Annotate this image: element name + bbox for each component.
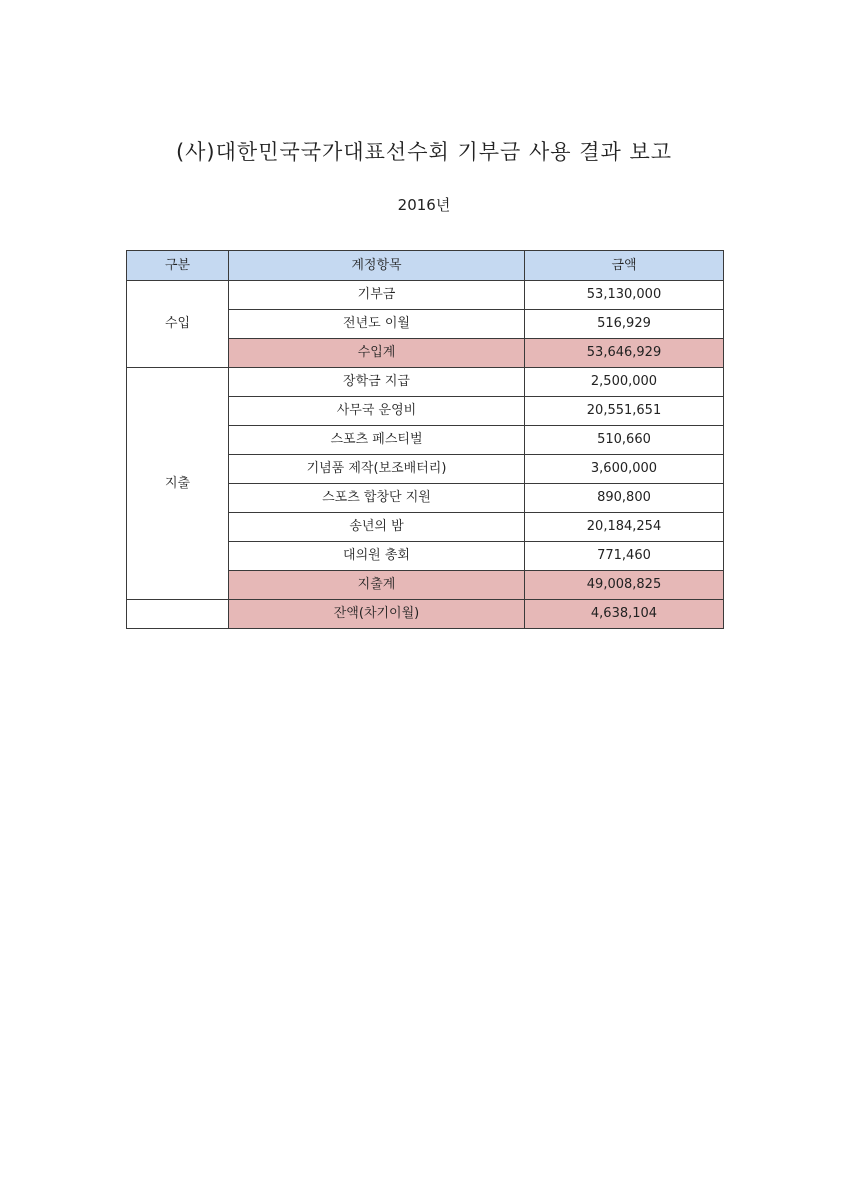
amount-cell: 53,646,929: [525, 339, 724, 368]
account-item-cell: 기념품 제작(보조배터리): [229, 455, 525, 484]
amount-cell: 771,460: [525, 542, 724, 571]
amount-cell: 516,929: [525, 310, 724, 339]
category-cell: 지출: [127, 368, 229, 600]
category-cell: 수입: [127, 281, 229, 368]
amount-cell: 4,638,104: [525, 600, 724, 629]
account-item-cell: 잔액(차기이월): [229, 600, 525, 629]
account-item-cell: 스포츠 페스티벌: [229, 426, 525, 455]
document-year: 2016년: [397, 196, 451, 214]
header-amount: 금액: [525, 251, 724, 281]
header-category: 구분: [127, 251, 229, 281]
amount-cell: 3,600,000: [525, 455, 724, 484]
table-body: [127, 281, 724, 629]
amount-cell: 2,500,000: [525, 368, 724, 397]
account-item-cell: 장학금 지급: [229, 368, 525, 397]
table-row: [127, 368, 724, 397]
account-item-cell: 사무국 운영비: [229, 397, 525, 426]
account-item-cell: 스포츠 합창단 지원: [229, 484, 525, 513]
account-item-cell: 기부금: [229, 281, 525, 310]
document-title: (사)대한민국국가대표선수회 기부금 사용 결과 보고: [175, 140, 673, 164]
amount-cell: 510,660: [525, 426, 724, 455]
amount-cell: 20,184,254: [525, 513, 724, 542]
header-row: [127, 251, 724, 281]
amount-cell: 53,130,000: [525, 281, 724, 310]
header-account-item: 계정항목: [229, 251, 525, 281]
table-row: [127, 281, 724, 310]
donation-report-table: [126, 250, 724, 629]
account-item-cell: 대의원 총회: [229, 542, 525, 571]
amount-cell: 890,800: [525, 484, 724, 513]
account-item-cell: 송년의 밤: [229, 513, 525, 542]
amount-cell: 49,008,825: [525, 571, 724, 600]
category-cell: [127, 600, 229, 629]
amount-cell: 20,551,651: [525, 397, 724, 426]
account-item-cell: 전년도 이월: [229, 310, 525, 339]
account-item-cell: 수입계: [229, 339, 525, 368]
table-header: [127, 251, 724, 281]
subtotal-row: [127, 600, 724, 629]
account-item-cell: 지출계: [229, 571, 525, 600]
